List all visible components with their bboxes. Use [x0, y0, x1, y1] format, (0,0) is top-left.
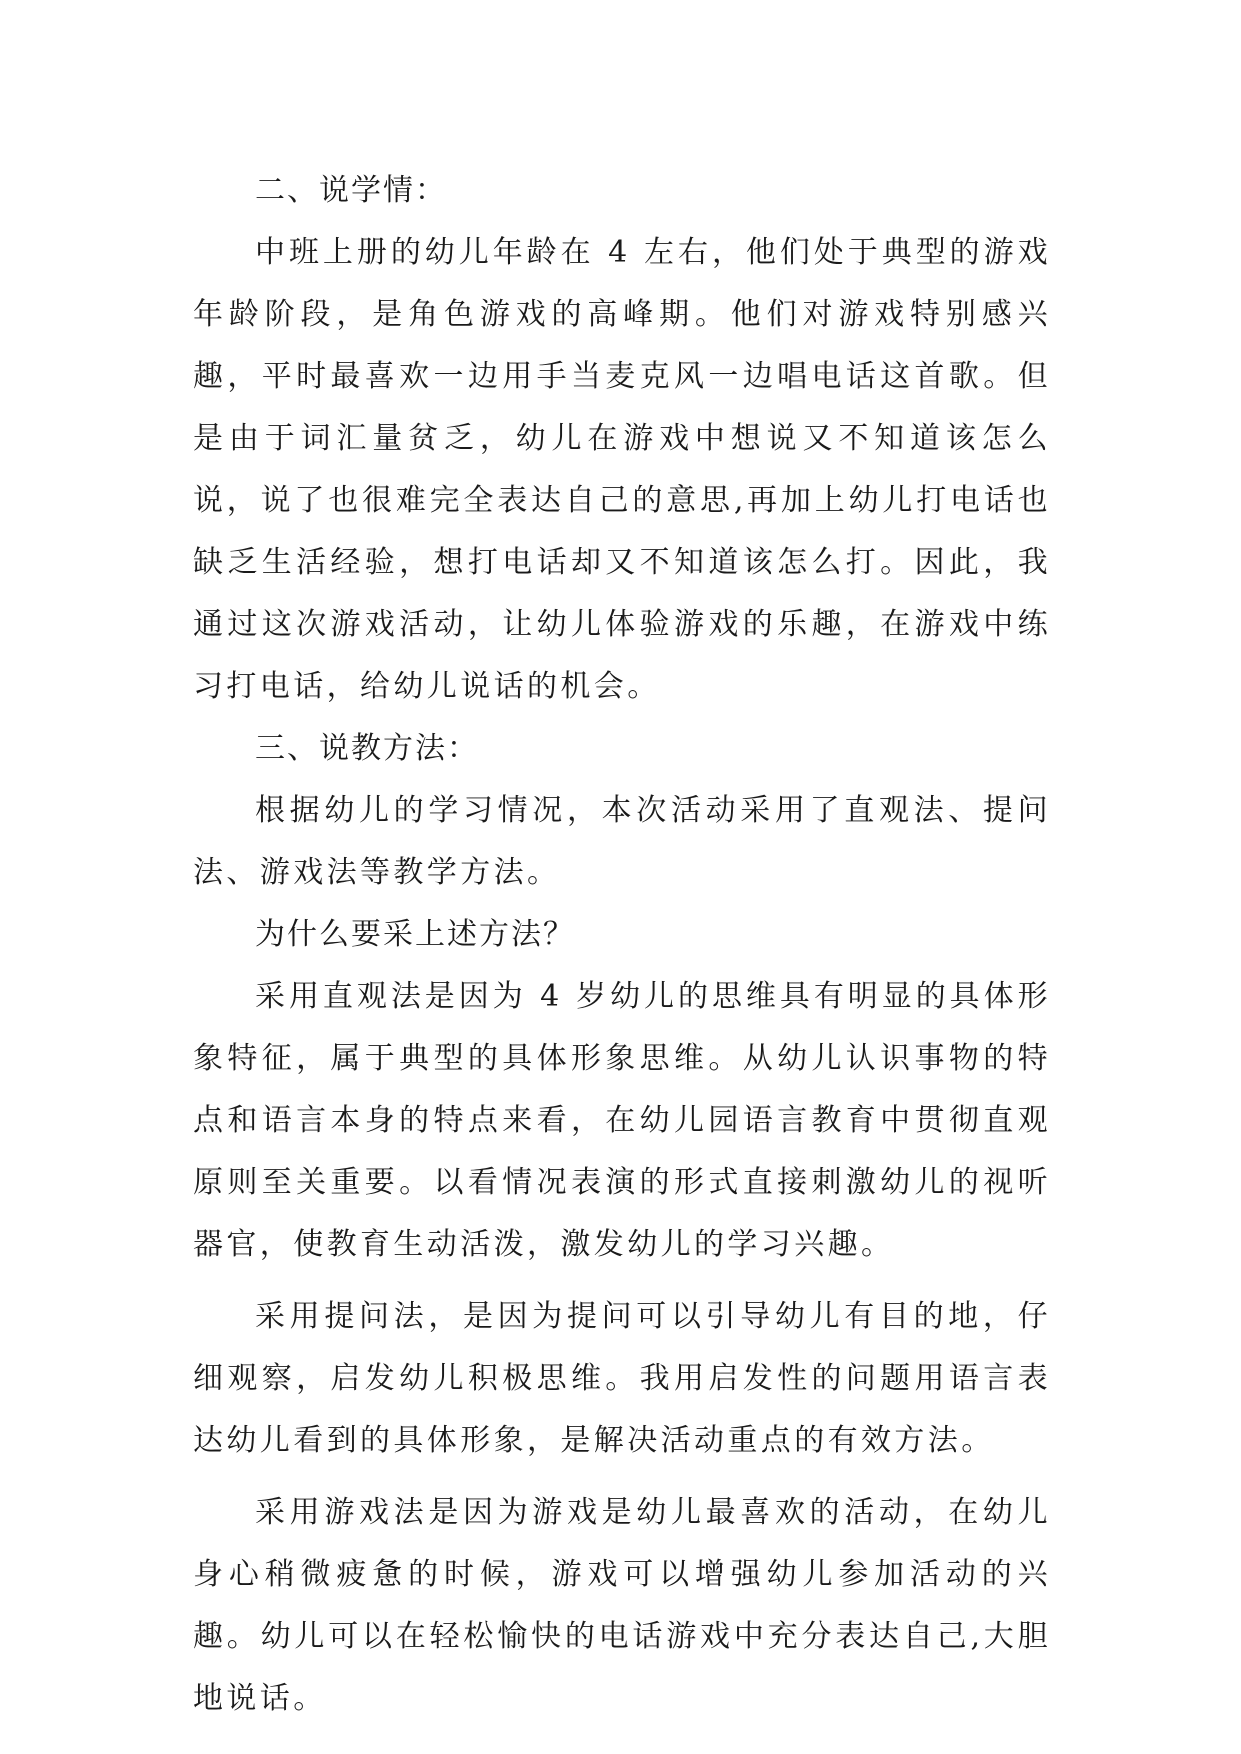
document-page: [193, 160, 1051, 1730]
section-heading-learning: 二、说学情：: [255, 173, 447, 208]
question-why-methods: 为什么要采上述方法？: [255, 917, 575, 952]
paragraph-game-method: 采用游戏法是因为游戏是幼儿最喜欢的活动，在幼儿身心稍微疲惫的时候，游戏可以增强幼儿参加活动的兴趣。幼儿可以在轻松愉快的电话游戏中充分表达自己,大胆地说话。: [193, 1495, 1051, 1716]
section-heading-methods: 三、说教方法：: [255, 731, 479, 766]
paragraph-learning-situation: 中班上册的幼儿年龄在 4 左右，他们处于典型的游戏年龄阶段，是角色游戏的高峰期。他们对游戏特别感兴趣，平时最喜欢一边用手当麦克风一边唱电话这首歌。但是由于词汇量贫乏，幼儿在游戏中想说又不知道该怎么说，说了也很难完全表达自己的意思,再加上幼儿打电话也缺乏生活经验，想打电话却又不知道该怎么打。因此，我通过这次游戏活动，让幼儿体验游戏的乐趣，在游戏中练习打电话，给幼儿说话的机会。: [193, 235, 1051, 704]
paragraph-questioning-method: 采用提问法，是因为提问可以引导幼儿有目的地，仔细观察，启发幼儿积极思维。我用启发性的问题用语言表达幼儿看到的具体形象，是解决活动重点的有效方法。: [193, 1299, 1051, 1458]
paragraph-visual-method: 采用直观法是因为 4 岁幼儿的思维具有明显的具体形象特征，属于典型的具体形象思维。从幼儿认识事物的特点和语言本身的特点来看，在幼儿园语言教育中贯彻直观原则至关重要。以看情况表演的形式直接刺激幼儿的视听器官，使教育生动活泼，激发幼儿的学习兴趣。: [193, 979, 1051, 1262]
paragraph-methods-intro: 根据幼儿的学习情况，本次活动采用了直观法、提问法、游戏法等教学方法。: [193, 793, 1051, 890]
